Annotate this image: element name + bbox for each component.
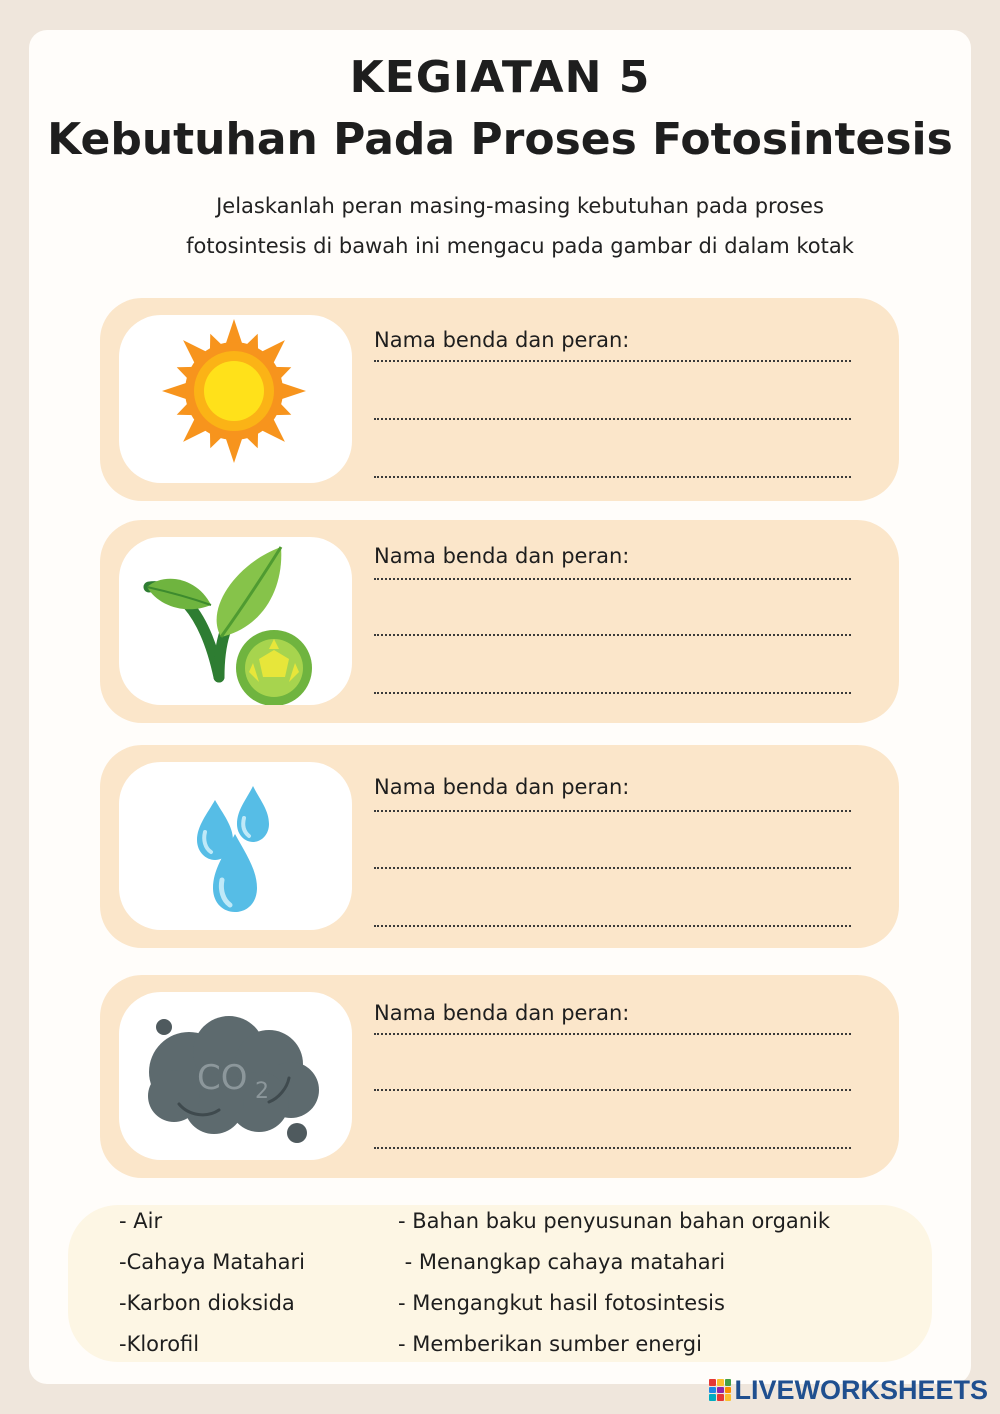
instruction-line-1: Jelaskanlah peran masing-masing kebutuhan pada proses	[216, 194, 824, 218]
option-role[interactable]: - Memberikan sumber energi	[398, 1332, 702, 1356]
option-object[interactable]: - Air	[119, 1209, 163, 1233]
answer-row-chlorophyll	[100, 520, 899, 723]
water-drops-icon	[119, 762, 352, 930]
liveworksheets-brand[interactable]	[709, 1373, 988, 1407]
option-role[interactable]: - Menangkap cahaya matahari	[398, 1250, 726, 1274]
image-box-chlorophyll	[119, 537, 352, 705]
answer-line[interactable]	[374, 810, 851, 812]
row-label: Nama benda dan peran:	[374, 328, 630, 352]
row-label: Nama benda dan peran:	[374, 544, 630, 568]
instruction-line-2: fotosintesis di bawah ini mengacu pada gambar di dalam kotak	[186, 234, 854, 258]
answer-row-water	[100, 745, 899, 948]
row-label: Nama benda dan peran:	[374, 1001, 630, 1025]
option-object[interactable]: -Klorofil	[119, 1332, 200, 1356]
option-role[interactable]: - Mengangkut hasil fotosintesis	[398, 1291, 725, 1315]
image-box-sun	[119, 315, 352, 483]
co2-cloud-icon	[119, 992, 352, 1160]
sun-icon	[119, 315, 352, 483]
option-object[interactable]: -Karbon dioksida	[119, 1291, 295, 1315]
answer-line[interactable]	[374, 925, 851, 927]
co2-subscript-text: 2	[255, 1079, 269, 1104]
answer-line[interactable]	[374, 1033, 851, 1035]
co2-label-text: CO	[197, 1058, 248, 1098]
answer-options-box	[68, 1205, 932, 1362]
answer-line[interactable]	[374, 1147, 851, 1149]
liveworksheets-logo-icon	[709, 1379, 731, 1401]
option-object[interactable]: -Cahaya Matahari	[119, 1250, 305, 1274]
row-label: Nama benda dan peran:	[374, 775, 630, 799]
answer-line[interactable]	[374, 634, 851, 636]
image-box-water	[119, 762, 352, 930]
answer-line[interactable]	[374, 578, 851, 580]
answer-line[interactable]	[374, 867, 851, 869]
answer-row-co2	[100, 975, 899, 1178]
page-title: KEGIATAN 5	[349, 52, 651, 103]
page-subtitle: Kebutuhan Pada Proses Fotosintesis	[47, 114, 953, 165]
answer-line[interactable]	[374, 360, 851, 362]
answer-row-sun	[100, 298, 899, 501]
answer-line[interactable]	[374, 476, 851, 478]
image-box-co2	[119, 992, 352, 1160]
option-role[interactable]: - Bahan baku penyusunan bahan organik	[398, 1209, 831, 1233]
answer-line[interactable]	[374, 1089, 851, 1091]
answer-line[interactable]	[374, 418, 851, 420]
brand-name: LIVEWORKSHEETS	[734, 1374, 988, 1405]
leaf-chlorophyll-icon	[119, 537, 352, 705]
answer-line[interactable]	[374, 692, 851, 694]
